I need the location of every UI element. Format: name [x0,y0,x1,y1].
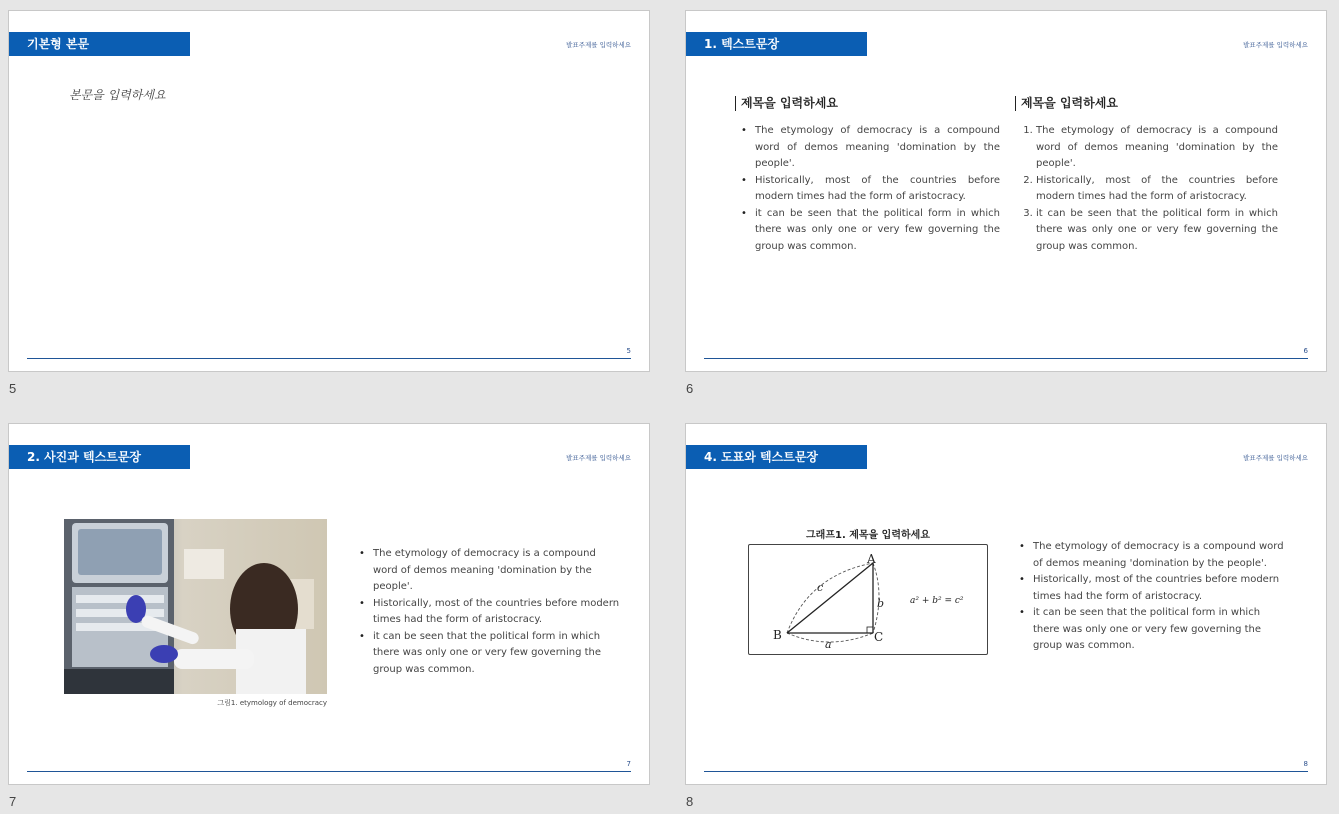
list-item: • it can be seen that the political form in which there was only one or very few governing the group was common. [373,629,623,679]
lab-photo [64,519,327,694]
vertex-b-label: B [773,628,782,642]
page-number: 6 [1303,347,1308,355]
footer-divider [27,771,631,772]
right-numbered-list [1021,123,1278,255]
presentation-topic: 발표주제를 입력하세요 [1243,41,1308,49]
body-text-placeholder: 본문을 입력하세요 [69,88,166,102]
graph-title: 그래프1. 제목을 입력하세요 [806,530,930,541]
list-item: 3. it can be seen that the political form in which there was only one or very few governing the group was common. [1036,206,1278,256]
list-item: • The etymology of democracy is a compound word of demos meaning 'domination by the people'. [755,123,1000,173]
slide-thumbnail-5[interactable] [8,10,650,372]
lab-photo-illustration [64,519,327,694]
triangle-diagram [749,545,987,654]
figure-caption: 그림1. etymology of democracy [217,699,327,707]
pythagoras-diagram [748,544,988,655]
presentation-topic: 발표주제를 입력하세요 [1243,454,1308,462]
list-item: • Historically, most of the countries before modern times had the form of aristocracy. [1033,572,1288,605]
side-c-label: c [817,581,824,594]
vertex-a-label: A [867,552,876,566]
slide-index-5: 5 [9,381,17,396]
list-item: • it can be seen that the political form in which there was only one or very few governing the group was common. [755,206,1000,256]
slide-thumbnail-8[interactable] [685,423,1327,785]
list-item: • The etymology of democracy is a compound word of demos meaning 'domination by the people'. [1033,539,1288,572]
bullet-list [359,546,623,678]
left-bullet-list [741,123,1000,255]
slide-title: 2. 사진과 텍스트문장 [9,445,190,469]
slide-thumbnail-6[interactable] [685,10,1327,372]
presentation-topic: 발표주제를 입력하세요 [566,454,631,462]
list-item: 1. The etymology of democracy is a compound word of demos meaning 'domination by the people'. [1036,123,1278,173]
slide-title: 4. 도표와 텍스트문장 [686,445,867,469]
list-item: • it can be seen that the political form in which there was only one or very few governing the group was common. [1033,605,1288,655]
page-number: 5 [626,347,631,355]
page-number: 8 [1303,760,1308,768]
side-a-label: a [825,638,832,651]
footer-divider [27,358,631,359]
bullet-list [1019,539,1288,655]
list-item: • Historically, most of the countries before modern times had the form of aristocracy. [373,596,623,629]
footer-divider [704,771,1308,772]
footer-divider [704,358,1308,359]
slide-title: 기본형 본문 [9,32,190,56]
list-item: • The etymology of democracy is a compound word of demos meaning 'domination by the people'. [373,546,623,596]
slide-index-8: 8 [686,794,694,809]
slide-index-7: 7 [9,794,17,809]
list-item: 2. Historically, most of the countries before modern times had the form of aristocracy. [1036,173,1278,206]
slide-title: 1. 텍스트문장 [686,32,867,56]
list-item: • Historically, most of the countries before modern times had the form of aristocracy. [755,173,1000,206]
vertex-c-label: C [874,630,884,644]
left-column-heading: 제목을 입력하세요 [735,96,838,111]
slide-index-6: 6 [686,381,694,396]
right-column-heading: 제목을 입력하세요 [1015,96,1118,111]
side-b-label: b [877,597,885,610]
page-number: 7 [626,760,631,768]
presentation-topic: 발표주제를 입력하세요 [566,41,631,49]
slide-thumbnail-7[interactable] [8,423,650,785]
pythagoras-formula: a² + b² = c² [910,596,964,606]
